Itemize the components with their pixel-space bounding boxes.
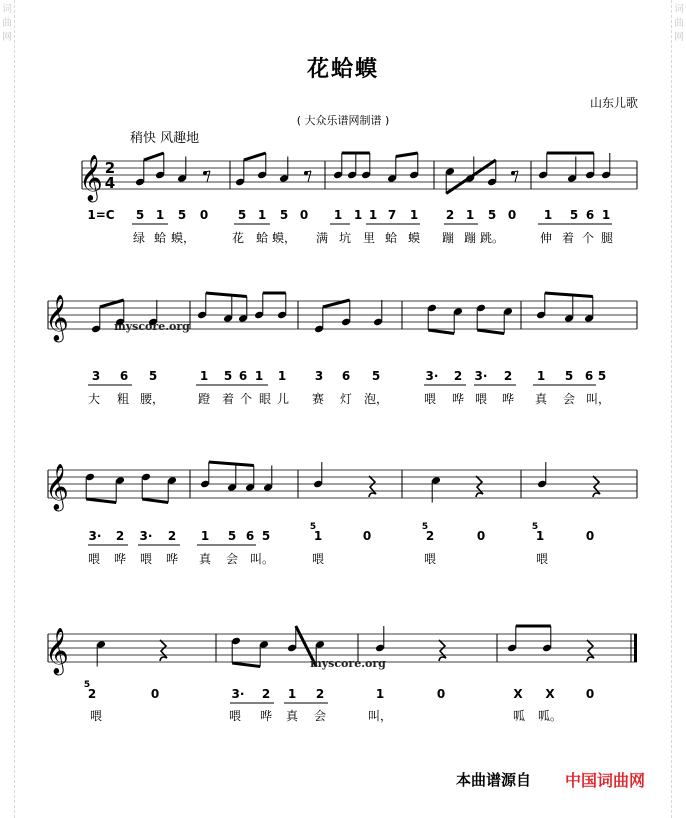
jianpu-note: 1 [536, 369, 546, 383]
jianpu-note: 3 [91, 369, 101, 383]
lyric-syllable: 满 [315, 231, 329, 245]
watermark-text: myscore.org [114, 320, 190, 333]
jianpu-note: 3· [88, 529, 102, 543]
lyric-syllable: 蹦 [441, 231, 455, 245]
score-maker: ( 大众乐谱网制谱 ) [296, 114, 390, 127]
key-signature: 1=C [87, 208, 115, 222]
lyric-syllable: 会 [313, 709, 327, 723]
jianpu-note: 1 [535, 529, 545, 543]
jianpu-note: 5 [569, 208, 579, 222]
lyric-syllable: 蟆， [170, 231, 196, 245]
jianpu-note: 6 [119, 369, 129, 383]
treble-clef-icon: 𝄞 [45, 295, 69, 341]
lyric-syllable: 跳。 [479, 231, 505, 245]
lyric-syllable: 喂 [87, 552, 101, 566]
quarter-rest-icon [160, 640, 167, 661]
lyric-syllable: 个 [239, 392, 253, 406]
quarter-rest-icon [587, 640, 594, 661]
lyric-syllable: 蛤 [255, 231, 269, 245]
song-origin: 山东儿歌 [589, 96, 638, 110]
note-beam [142, 499, 168, 503]
note-beam [428, 330, 454, 334]
jianpu-note: 1 [333, 208, 343, 222]
grace-note: 5 [83, 680, 91, 690]
lyric-syllable: 喂 [89, 709, 103, 723]
jianpu-note: 1 [465, 208, 475, 222]
jianpu-note: 0 [199, 208, 209, 222]
jianpu-note: 1 [277, 369, 287, 383]
lyric-syllable: 真 [285, 709, 299, 723]
lyric-syllable: 哗 [113, 552, 127, 566]
lyric-syllable: 喂 [535, 552, 549, 566]
jianpu-note: 1 [200, 529, 210, 543]
jianpu-note: 3 [314, 369, 324, 383]
grace-note: 5 [421, 522, 429, 532]
jianpu-note: 1 [313, 529, 323, 543]
lyric-syllable: 蛤 [153, 231, 167, 245]
lyric-syllable: 眼 [258, 392, 272, 406]
lyric-syllable: 喂 [139, 552, 153, 566]
final-barline-thick [634, 634, 637, 662]
jianpu-note: 1 [257, 208, 267, 222]
jianpu-note: 6 [585, 208, 595, 222]
tempo-marking: 稍快 风趣地 [130, 131, 200, 146]
border-mark: 词 [674, 4, 684, 15]
jianpu-note: 2 [315, 687, 325, 701]
jianpu-note: 2 [503, 369, 513, 383]
jianpu-note: 3· [139, 529, 153, 543]
eighth-rest-icon [308, 171, 311, 182]
lyric-syllable: 喂 [423, 552, 437, 566]
jianpu-note: 0 [299, 208, 309, 222]
lyric-syllable: 喂 [423, 392, 437, 406]
quarter-rest-icon [439, 640, 446, 661]
border-mark: 词 [2, 4, 12, 15]
jianpu-note: 1 [155, 208, 165, 222]
jianpu-note: 0 [436, 687, 446, 701]
quarter-rest-icon [593, 476, 600, 497]
jianpu-note: 1 [375, 687, 385, 701]
lyric-syllable: 呱。 [537, 709, 563, 723]
jianpu-note: 5 [227, 529, 237, 543]
lyric-syllable: 泡， [363, 392, 389, 406]
jianpu-note: 5 [177, 208, 187, 222]
note-beam [545, 293, 593, 297]
watermark-text: myscore.org [310, 657, 386, 670]
jianpu-note: 3· [474, 369, 488, 383]
lyric-syllable: 真 [534, 392, 548, 406]
lyric-syllable: 伸 [539, 231, 553, 245]
lyric-syllable: 蟆 [407, 231, 421, 245]
lyric-syllable: 粗 [116, 392, 130, 406]
source-brand-link[interactable]: 中国词曲网 [565, 771, 646, 790]
note-beam [232, 663, 260, 667]
jianpu-note: 6 [584, 369, 594, 383]
time-signature-bottom: 4 [104, 174, 116, 192]
jianpu-note: 1 [543, 208, 553, 222]
jianpu-note: 3· [425, 369, 439, 383]
lyric-syllable: 哗 [501, 392, 515, 406]
jianpu-note: 0 [585, 687, 595, 701]
lyric-syllable: 哗 [259, 709, 273, 723]
lyric-syllable: 个 [581, 231, 595, 245]
jianpu-note: 3· [231, 687, 245, 701]
border-mark: 曲 [2, 18, 12, 29]
jianpu-note: 5 [279, 208, 289, 222]
jianpu-note: X [513, 687, 523, 701]
jianpu-note: 2 [115, 529, 125, 543]
lyric-syllable: 叫， [585, 392, 611, 406]
note-beam [244, 153, 266, 160]
lyric-syllable: 喂 [474, 392, 488, 406]
lyric-syllable: 哗 [165, 552, 179, 566]
grace-note: 5 [309, 522, 317, 532]
lyric-syllable: 蹬 [197, 392, 211, 406]
jianpu-note: 5 [223, 369, 233, 383]
jianpu-note: 5 [371, 369, 381, 383]
eighth-rest-icon [515, 171, 518, 182]
jianpu-note: 2 [261, 687, 271, 701]
lyric-syllable: 花 [231, 231, 245, 245]
border-mark: 网 [2, 32, 12, 43]
lyric-syllable: 绿 [132, 231, 146, 245]
jianpu-note: 1 [353, 208, 363, 222]
note-beam [446, 160, 496, 194]
lyric-syllable: 里 [362, 231, 376, 245]
jianpu-note: 7 [387, 208, 397, 222]
note-beam [144, 153, 164, 160]
jianpu-note: 0 [476, 529, 486, 543]
lyric-syllable: 大 [87, 392, 101, 406]
quarter-rest-icon [369, 476, 376, 497]
source-label: 本曲谱源自 [456, 771, 532, 789]
lyric-syllable: 蹦 [463, 231, 477, 245]
note-beam [396, 153, 418, 157]
lyric-syllable: 儿 [276, 392, 290, 406]
jianpu-note: 5 [564, 369, 574, 383]
treble-clef-icon: 𝄞 [45, 628, 69, 674]
lyric-syllable: 蟆， [271, 231, 297, 245]
lyric-syllable: 喂 [228, 709, 242, 723]
eighth-rest-icon [207, 171, 210, 182]
jianpu-note: 1 [287, 687, 297, 701]
lyric-syllable: 哗 [451, 392, 465, 406]
lyric-syllable: 叫。 [249, 552, 275, 566]
jianpu-note: 5 [487, 208, 497, 222]
jianpu-note: X [545, 687, 555, 701]
jianpu-note: 1 [368, 208, 378, 222]
jianpu-note: 0 [362, 529, 372, 543]
jianpu-note: 5 [148, 369, 158, 383]
lyric-syllable: 着 [561, 231, 575, 245]
lyric-syllable: 着 [221, 392, 235, 406]
treble-clef-icon: 𝄞 [79, 155, 103, 201]
lyric-syllable: 会 [562, 392, 576, 406]
jianpu-note: 2 [425, 529, 435, 543]
lyric-syllable: 腰， [139, 392, 165, 406]
jianpu-note: 2 [445, 208, 455, 222]
border-mark: 曲 [674, 18, 684, 29]
jianpu-note: 2 [453, 369, 463, 383]
note-beam [477, 330, 504, 334]
lyric-syllable: 灯 [339, 392, 353, 406]
jianpu-note: 0 [507, 208, 517, 222]
lyric-syllable: 坑 [338, 231, 352, 245]
grace-note: 5 [531, 522, 539, 532]
lyric-syllable: 腿 [600, 231, 614, 245]
jianpu-note: 6 [245, 529, 255, 543]
note-beam [86, 499, 116, 503]
lyric-syllable: 蛤 [384, 231, 398, 245]
lyric-syllable: 呱 [512, 709, 526, 723]
jianpu-note: 5 [237, 208, 247, 222]
lyric-syllable: 真 [198, 552, 212, 566]
jianpu-note: 5 [261, 529, 271, 543]
song-title: 花蛤蟆 [306, 57, 379, 82]
lyric-syllable: 叫， [367, 709, 393, 723]
lyric-syllable: 赛 [311, 392, 325, 406]
lyric-syllable: 会 [225, 552, 239, 566]
jianpu-note: 1 [601, 208, 611, 222]
jianpu-note: 6 [238, 369, 248, 383]
time-signature-top: 2 [104, 159, 116, 177]
jianpu-note: 1 [409, 208, 419, 222]
lyric-syllable: 喂 [311, 552, 325, 566]
quarter-rest-icon [476, 476, 483, 497]
jianpu-note: 2 [167, 529, 177, 543]
jianpu-note: 0 [585, 529, 595, 543]
jianpu-note: 5 [135, 208, 145, 222]
jianpu-note: 6 [341, 369, 351, 383]
jianpu-note: 1 [254, 369, 264, 383]
note-beam [206, 293, 247, 297]
jianpu-note: 5 [597, 369, 607, 383]
jianpu-note: 0 [150, 687, 160, 701]
note-beam [209, 462, 254, 466]
jianpu-note: 1 [199, 369, 209, 383]
border-mark: 网 [674, 32, 684, 43]
treble-clef-icon: 𝄞 [45, 464, 69, 510]
jianpu-note: 2 [87, 687, 97, 701]
